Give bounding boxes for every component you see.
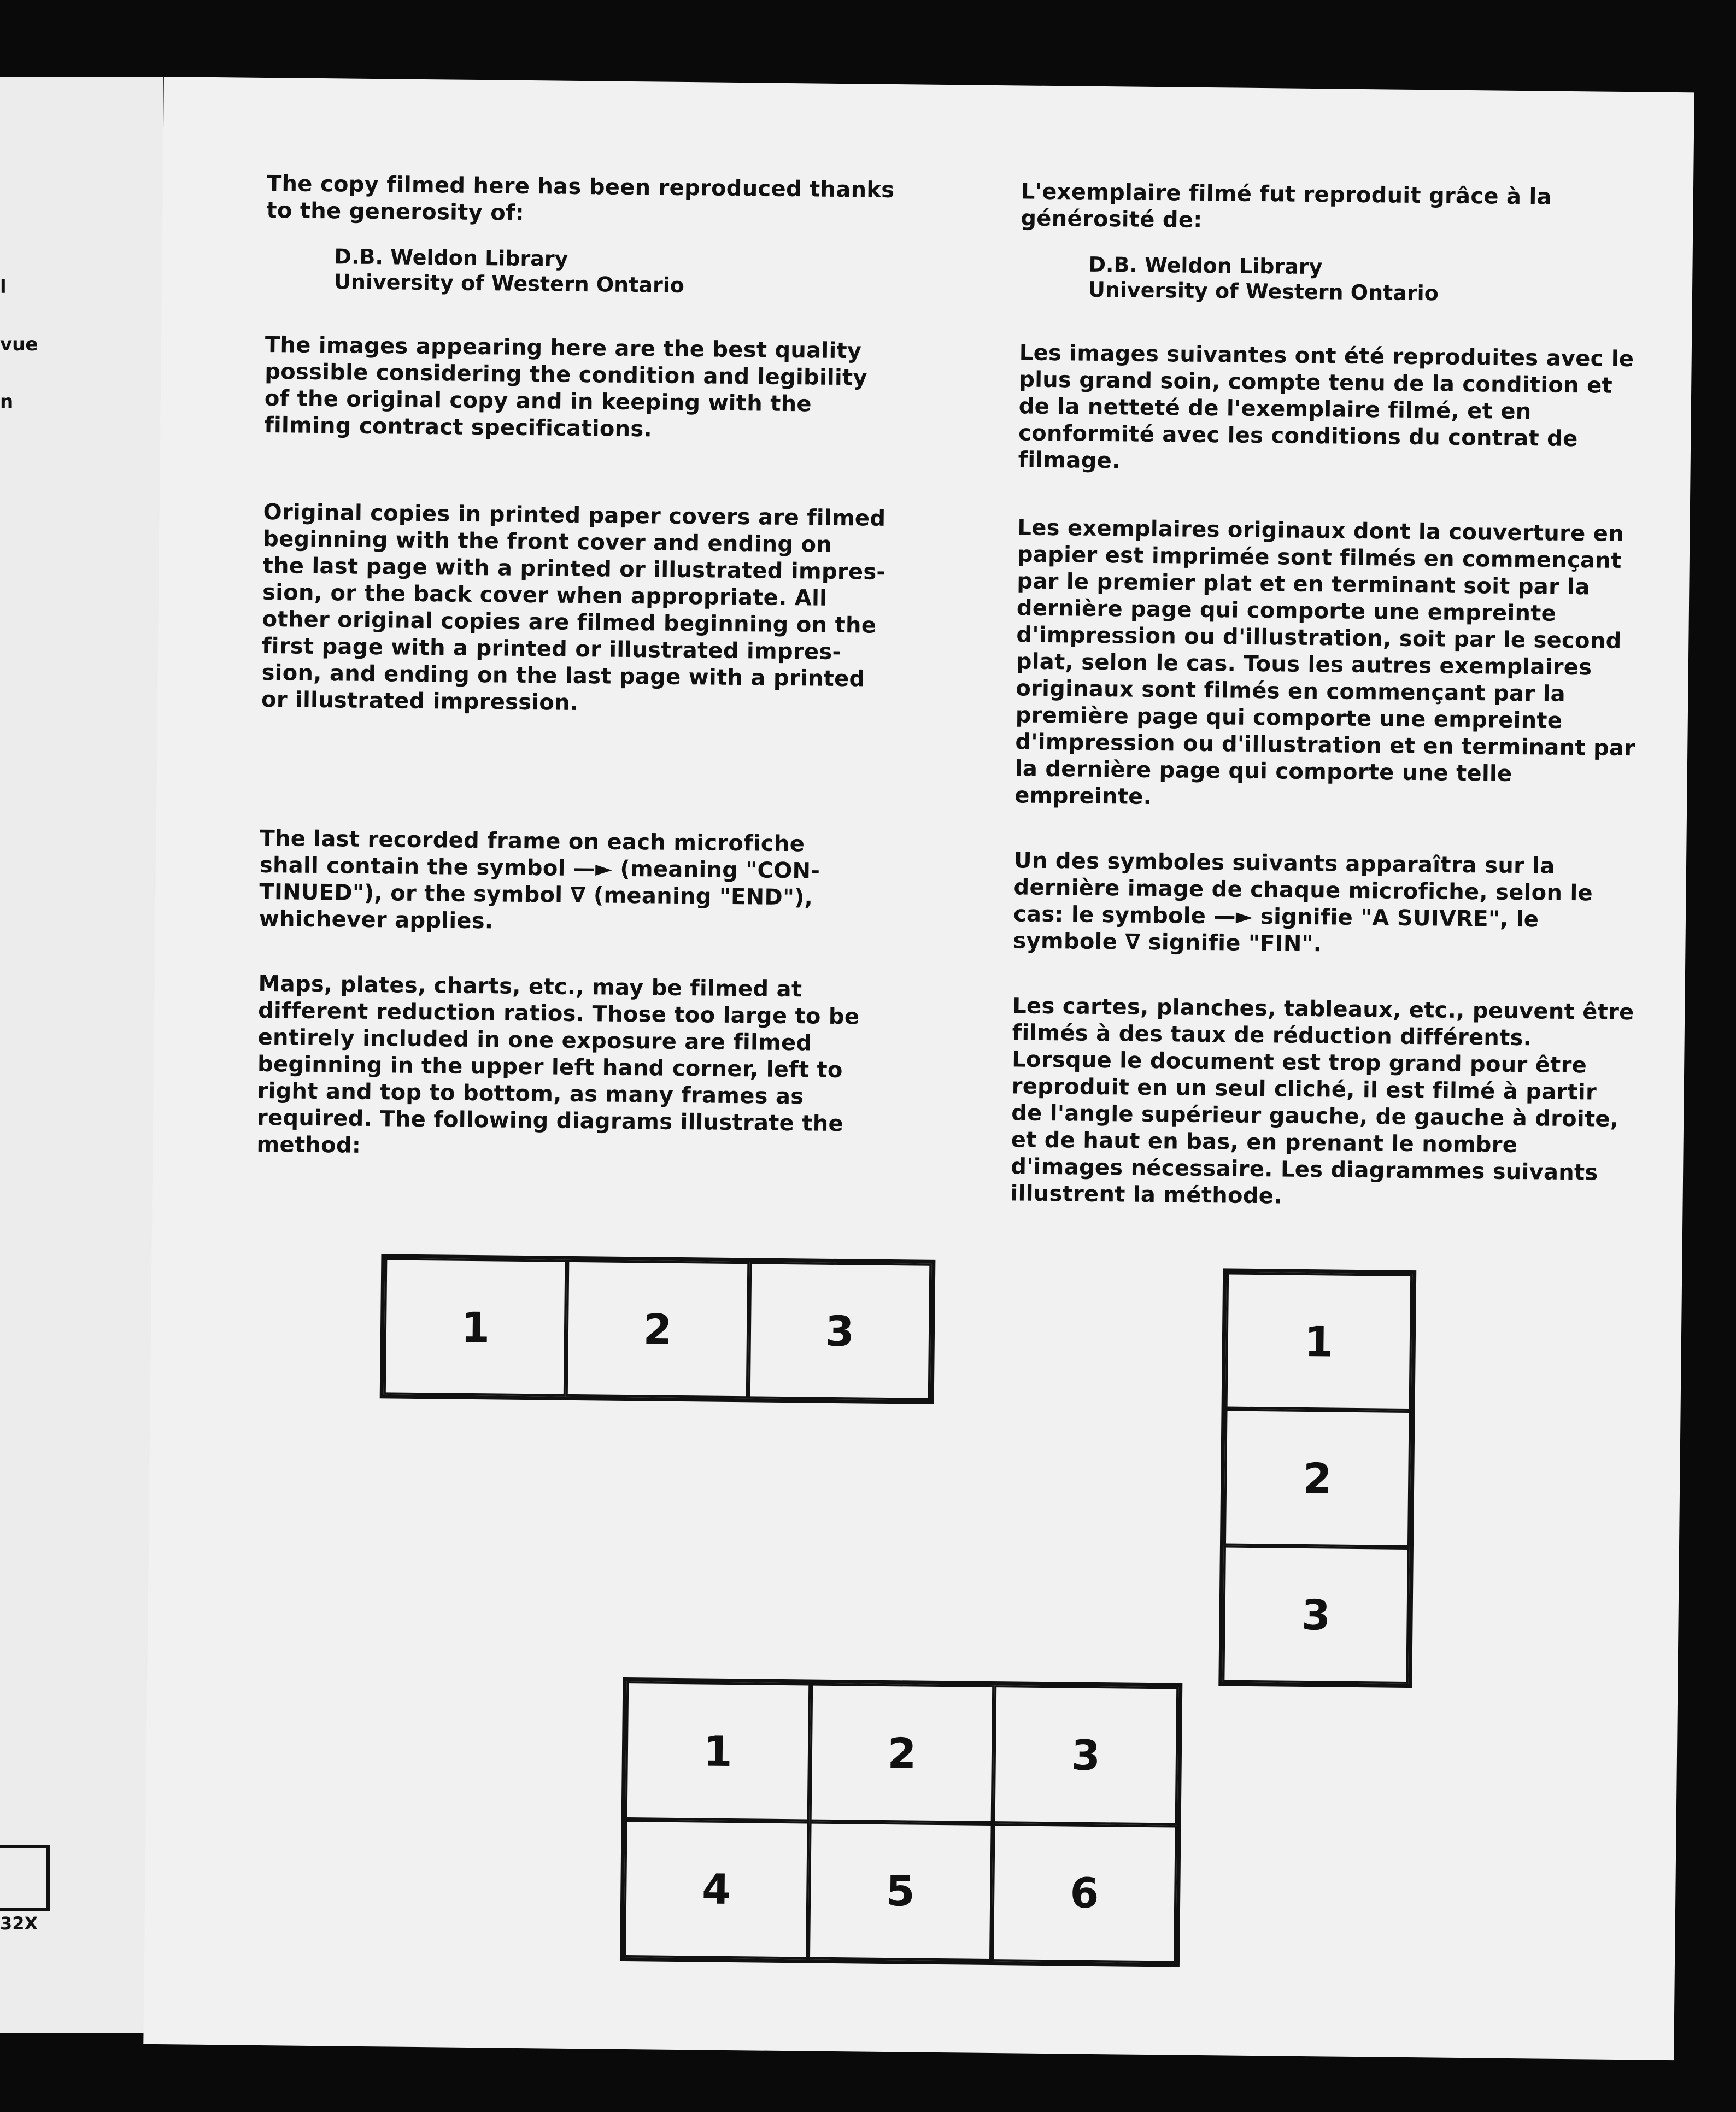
diagram-cell: 4: [624, 1820, 809, 1960]
fr-maps-text: Les cartes, planches, tableaux, etc., peuvent être filmés à des taux de réduction différents. Lorsque le document est trop grand pour être reproduit en un seul cliché, il est filmé à partir de l'angle supérieur gauche, de gauche à droite, et de haut en bas, en prenant le nombre d'images nécessaire. Les diagrammes suivants illustrent la méthode.: [1010, 993, 1634, 1209]
en-originals-text: Original copies in printed paper covers are filmed beginning with the front cover and ending on the last page with a printed or illustrated impres- sion, or the back cover when appropriate. All other original copies are filmed beginning on the first page with a printed or illustrated impres- sion, and ending on the last page with a printed or illustrated impression.: [261, 499, 886, 716]
diagram-horizontal: [380, 1254, 936, 1404]
french-column: [1010, 178, 1661, 1213]
diagram-cell: 2: [566, 1260, 749, 1398]
diagram-cell: 3: [748, 1262, 931, 1400]
en-credit-text: The copy filmed here has been reproduced thanks to the generosity of:: [266, 171, 895, 226]
fr-originals-text: Les exemplaires originaux dont la couverture en papier est imprimée sont filmés en commençant par le premier plat et en terminant soit par la dernière page qui comporte une empreinte d'impression ou d'illustration, soit par le second plat, selon le cas. Tous les autres exemplaires originaux sont filmés en commençant par la première page qui comporte une empreinte d'impression ou d'illustration et en terminant par la dernière page qui comporte une telle empreinte.: [1014, 515, 1635, 809]
text-fragment: l: [0, 276, 7, 298]
en-symbols-text: The last recorded frame on each microfiche shall contain the symbol —► (meaning "CON- TINUED"), or the symbol ∇ (meaning "END"), whichever applies.: [259, 825, 820, 934]
diagram-grid: [620, 1677, 1182, 1967]
diagram-cell: 6: [992, 1823, 1177, 1963]
previous-page-fragment: [0, 77, 164, 2033]
diagram-cell: 1: [384, 1258, 567, 1396]
diagram-cell: 3: [993, 1685, 1178, 1825]
diagram-cell: 2: [809, 1683, 994, 1823]
text-fragment: vue: [0, 333, 38, 355]
en-library-name: D.B. Weldon Library University of Western Ontario: [333, 244, 685, 297]
en-maps-text: Maps, plates, charts, etc., may be filmed at different reduction ratios. Those too large to be entirely included in one exposure are filmed beginning in the upper left hand corner, left to right and top to bottom, as many frames as required. The following diagrams illustrate the method:: [256, 971, 860, 1158]
en-quality-text: The images appearing here are the best quality possible considering the condition and legibility of the original copy and in keeping with the filming contract specifications.: [264, 332, 868, 442]
english-column: [256, 171, 906, 1165]
reduction-box: [0, 1845, 50, 1911]
reduction-label: 32X: [0, 1913, 38, 1934]
fr-credit-text: L'exemplaire filmé fut reproduit grâce à la générosité de:: [1021, 179, 1552, 233]
diagram-cell: 5: [808, 1821, 993, 1961]
diagram-cell: 3: [1222, 1545, 1410, 1684]
diagram-cell: 1: [1225, 1272, 1413, 1411]
fr-symbols-text: Un des symboles suivants apparaîtra sur la dernière image de chaque microfiche, selon le cas: le symbole —► signifie "A SUIVRE", le symbole ∇ signifie "FIN".: [1013, 848, 1593, 957]
diagram-vertical: [1218, 1268, 1416, 1688]
diagram-cell: 2: [1224, 1409, 1411, 1547]
fr-library-name: D.B. Weldon Library University of Western Ontario: [1088, 252, 1439, 306]
fr-quality-text: Les images suivantes ont été reproduites avec le plus grand soin, compte tenu de la condition et de la netteté de l'exemplaire filmé, et en conformité avec les conditions du contrat de filmage.: [1018, 340, 1634, 474]
text-fragment: n: [0, 391, 14, 413]
notice-page: [143, 77, 1694, 2060]
diagram-cell: 1: [625, 1681, 811, 1821]
